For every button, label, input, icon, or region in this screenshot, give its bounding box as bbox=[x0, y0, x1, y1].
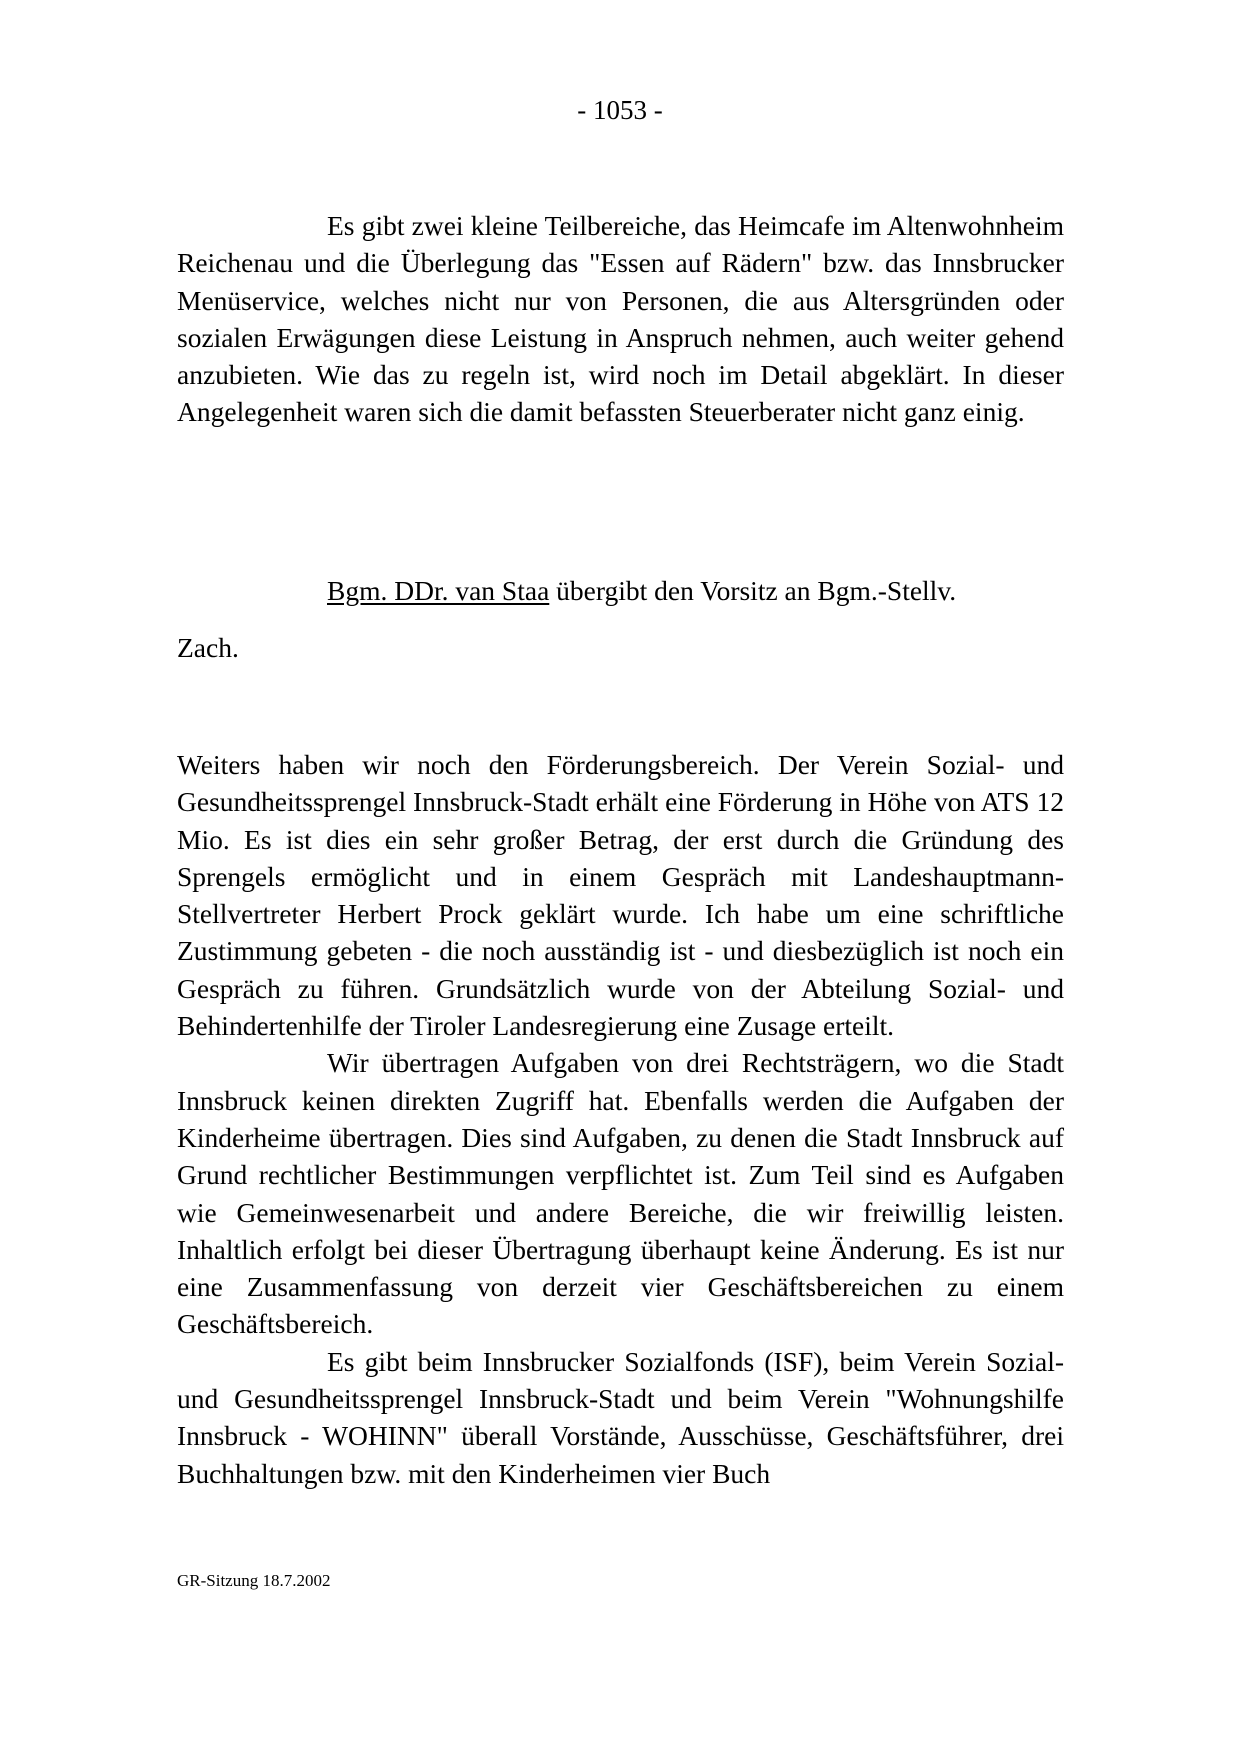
chair-change-note bbox=[177, 572, 1064, 667]
paragraph-2a: Weiters haben wir noch den Förderungsbereich. Der Verein Sozial- und Gesundheitssprengel Innsbruck-Stadt erhält eine Förderung in Höhe von ATS 12 Mio. Es ist dies ein sehr großer Betrag, der erst durch die Gründung des Sprengels ermöglicht und in einem Gespräch mit Landeshauptmann-Stellvertreter Herbert Prock geklärt wurde. Ich habe um eine schriftliche Zustimmung gebeten - die noch ausständig ist - und diesbezüglich ist noch ein Gespräch zu führen. Grundsätzlich wurde von der Abteilung Sozial- und Behindertenhilfe der Tiroler Landesregierung eine Zusage erteilt. bbox=[177, 749, 1064, 1042]
chair-change-first-line bbox=[177, 575, 956, 606]
paragraph-2b: Wir übertragen Aufgaben von drei Rechtsträgern, wo die Stadt Innsbruck keinen direkten Zugriff hat. Ebenfalls werden die Aufgaben der Kinderheime übertragen. Dies sind Aufgaben, zu denen die Stadt Innsbruck auf Grund rechtlicher Bestimmungen verpflichtet ist. Zum Teil sind es Aufgaben wie Gemeinwesenarbeit und andere Bereiche, die wir freiwillig leisten. Inhaltlich erfolgt bei dieser Übertragung überhaupt keine Änderung. Es ist nur eine Zusammenfassung von derzeit vier Geschäftsbereichen zu einem Geschäftsbereich. bbox=[177, 1047, 1064, 1340]
paragraph-2c: Es gibt beim Innsbrucker Sozialfonds (ISF), beim Verein Sozial- und Gesundheitssprengel Innsbruck-Stadt und beim Verein "Wohnungshilfe Innsbruck - WOHINN" überall Vorstände, Ausschüsse, Geschäftsführer, drei Buchhaltungen bzw. mit den Kinderheimen vier Buch bbox=[177, 1345, 1064, 1489]
chair-change-continuation: Zach. bbox=[177, 632, 239, 664]
paragraph-1-text: Es gibt zwei kleine Teilbereiche, das Heimcafe im Altenwohnheim Reichenau und die Überlegung das "Essen auf Rädern" bzw. das Innsbrucker Menüservice, welches nicht nur von Personen, die aus Altersgründen oder sozialen Erwägungen diese Leistung in Anspruch nehmen, auch weiter gehend anzubieten. Wie das zu regeln ist, wird noch im Detail abgeklärt. In dieser Angelegenheit waren sich die damit befassten Steuerberater nicht ganz einig. bbox=[177, 210, 1064, 428]
footer-session: GR-Sitzung 18.7.2002 bbox=[177, 1571, 331, 1590]
section-2 bbox=[177, 746, 1064, 1492]
page-number: - 1053 - bbox=[577, 95, 663, 125]
speaker-name: Bgm. DDr. van Staa bbox=[327, 575, 550, 606]
chair-change-text: übergibt den Vorsitz an Bgm.-Stellv. bbox=[549, 575, 957, 606]
paragraph-1 bbox=[177, 207, 1064, 431]
